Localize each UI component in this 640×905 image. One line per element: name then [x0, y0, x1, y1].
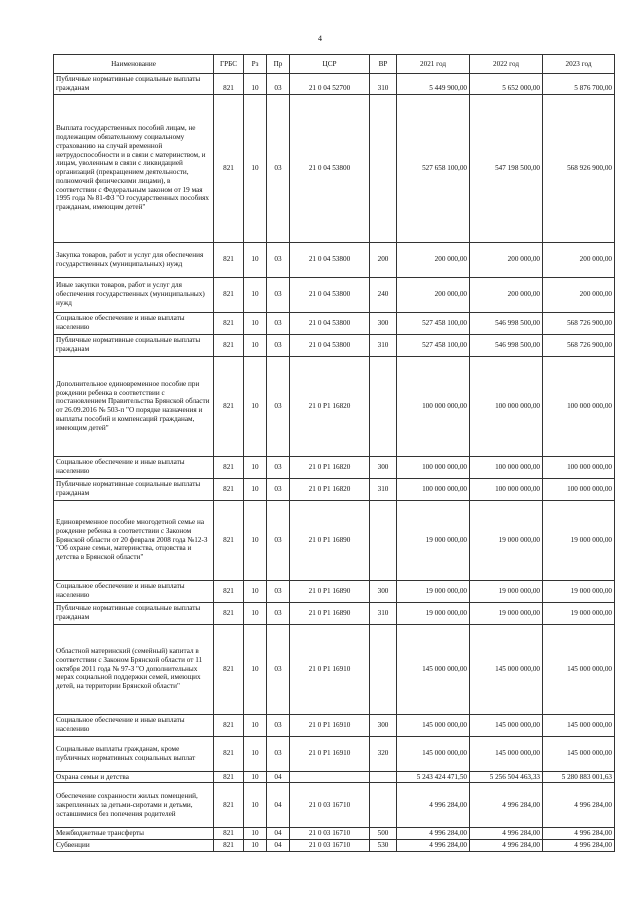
cell-csr: 21 0 04 52700 — [290, 74, 370, 95]
cell-csr: 21 0 P1 16820 — [290, 456, 370, 478]
cell-rz: 10 — [244, 356, 267, 456]
cell-csr: 21 0 P1 16820 — [290, 478, 370, 500]
cell-2022: 19 000 000,00 — [470, 500, 543, 580]
header-grbs: ГРБС — [214, 55, 244, 74]
cell-2022: 4 996 284,00 — [470, 828, 543, 840]
table-row — [54, 456, 615, 478]
cell-2023: 5 876 700,00 — [543, 74, 615, 95]
cell-pr: 03 — [267, 356, 290, 456]
cell-pr: 03 — [267, 456, 290, 478]
cell-grbs: 821 — [214, 828, 244, 840]
cell-2021: 100 000 000,00 — [397, 456, 470, 478]
cell-pr: 04 — [267, 783, 290, 828]
cell-2022: 4 996 284,00 — [470, 783, 543, 828]
cell-pr: 04 — [267, 828, 290, 840]
cell-grbs: 821 — [214, 624, 244, 714]
cell-csr — [290, 771, 370, 783]
cell-vr — [370, 771, 397, 783]
cell-vr: 530 — [370, 840, 397, 852]
header-2021: 2021 год — [397, 55, 470, 74]
cell-2021: 527 458 100,00 — [397, 312, 470, 334]
cell-2023: 568 726 900,00 — [543, 312, 615, 334]
table-row — [54, 580, 615, 602]
cell-2021: 145 000 000,00 — [397, 714, 470, 736]
cell-grbs: 821 — [214, 312, 244, 334]
cell-name: Социальное обеспечение и иные выплаты населению — [54, 456, 214, 478]
cell-rz: 10 — [244, 840, 267, 852]
table-row — [54, 94, 615, 242]
cell-2022: 145 000 000,00 — [470, 714, 543, 736]
cell-2021: 4 996 284,00 — [397, 828, 470, 840]
table-row — [54, 277, 615, 312]
cell-csr: 21 0 04 53800 — [290, 277, 370, 312]
cell-vr — [370, 624, 397, 714]
cell-2022: 19 000 000,00 — [470, 602, 543, 624]
cell-2021: 527 658 100,00 — [397, 94, 470, 242]
cell-2022: 100 000 000,00 — [470, 356, 543, 456]
cell-rz: 10 — [244, 478, 267, 500]
cell-2021: 100 000 000,00 — [397, 478, 470, 500]
cell-name: Публичные нормативные социальные выплаты гражданам — [54, 334, 214, 356]
cell-2023: 100 000 000,00 — [543, 456, 615, 478]
cell-rz: 10 — [244, 771, 267, 783]
cell-2022: 546 998 500,00 — [470, 334, 543, 356]
cell-2023: 100 000 000,00 — [543, 356, 615, 456]
cell-csr: 21 0 P1 16910 — [290, 736, 370, 771]
cell-vr: 310 — [370, 74, 397, 95]
cell-csr: 21 0 P1 16910 — [290, 714, 370, 736]
table-row — [54, 783, 615, 828]
cell-2022: 100 000 000,00 — [470, 456, 543, 478]
cell-2022: 145 000 000,00 — [470, 624, 543, 714]
cell-name: Закупка товаров, работ и услуг для обеспечения государственных (муниципальных) нужд — [54, 242, 214, 277]
cell-name: Публичные нормативные социальные выплаты гражданам — [54, 478, 214, 500]
header-name: Наименование — [54, 55, 214, 74]
cell-grbs: 821 — [214, 478, 244, 500]
cell-rz: 10 — [244, 602, 267, 624]
cell-vr — [370, 94, 397, 242]
table-row — [54, 500, 615, 580]
cell-rz: 10 — [244, 334, 267, 356]
cell-name: Единовременное пособие многодетной семье на рождение ребенка в соответствии с Законом Брянской области от 20 февраля 2008 года №12-З "Об охране семьи, материнства, отцовства и детства в Брянской области" — [54, 500, 214, 580]
cell-2021: 5 243 424 471,50 — [397, 771, 470, 783]
cell-2021: 19 000 000,00 — [397, 500, 470, 580]
cell-rz: 10 — [244, 242, 267, 277]
cell-vr: 310 — [370, 478, 397, 500]
table-row — [54, 478, 615, 500]
cell-pr: 03 — [267, 334, 290, 356]
cell-pr: 03 — [267, 624, 290, 714]
cell-csr: 21 0 P1 16820 — [290, 356, 370, 456]
cell-vr — [370, 783, 397, 828]
cell-rz: 10 — [244, 74, 267, 95]
table-row — [54, 334, 615, 356]
table-body — [54, 74, 615, 852]
cell-name: Иные закупки товаров, работ и услуг для обеспечения государственных (муниципальных) нужд — [54, 277, 214, 312]
cell-vr: 300 — [370, 580, 397, 602]
cell-2023: 145 000 000,00 — [543, 736, 615, 771]
table-row — [54, 312, 615, 334]
cell-2022: 19 000 000,00 — [470, 580, 543, 602]
cell-2023: 568 926 900,00 — [543, 94, 615, 242]
cell-name: Охрана семьи и детства — [54, 771, 214, 783]
cell-name: Социальные выплаты гражданам, кроме публичных нормативных социальных выплат — [54, 736, 214, 771]
cell-rz: 10 — [244, 312, 267, 334]
cell-2022: 546 998 500,00 — [470, 312, 543, 334]
cell-pr: 03 — [267, 478, 290, 500]
table-row — [54, 828, 615, 840]
cell-pr: 03 — [267, 580, 290, 602]
cell-csr: 21 0 04 53800 — [290, 334, 370, 356]
cell-2022: 200 000,00 — [470, 277, 543, 312]
cell-grbs: 821 — [214, 736, 244, 771]
cell-vr — [370, 356, 397, 456]
cell-pr: 03 — [267, 736, 290, 771]
cell-rz: 10 — [244, 500, 267, 580]
budget-table — [53, 54, 615, 852]
cell-name: Обеспечение сохранности жилых помещений, закрепленных за детьми-сиротами и детьми, оставшимися без попечения родителей — [54, 783, 214, 828]
cell-grbs: 821 — [214, 277, 244, 312]
cell-name: Социальное обеспечение и иные выплаты населению — [54, 312, 214, 334]
cell-rz: 10 — [244, 580, 267, 602]
cell-vr: 300 — [370, 312, 397, 334]
cell-pr: 04 — [267, 771, 290, 783]
cell-pr: 03 — [267, 74, 290, 95]
cell-2023: 19 000 000,00 — [543, 602, 615, 624]
cell-vr: 300 — [370, 714, 397, 736]
header-2022: 2022 год — [470, 55, 543, 74]
table-row — [54, 74, 615, 95]
cell-2023: 200 000,00 — [543, 277, 615, 312]
cell-name: Выплата государственных пособий лицам, не подлежащим обязательному социальному страхованию на случай временной нетрудоспособности и в связи с материнством, и лицам, уволенным в связи с ликвидацией организаций (прекращением деятельности, полномочий физическими лицами), в соответствии с Федеральным законом от 19 мая 1995 года № 81-ФЗ "О государственных пособиях гражданам, имеющим детей" — [54, 94, 214, 242]
table-row — [54, 736, 615, 771]
cell-rz: 10 — [244, 94, 267, 242]
cell-2023: 145 000 000,00 — [543, 624, 615, 714]
cell-csr: 21 0 03 16710 — [290, 783, 370, 828]
cell-pr: 03 — [267, 602, 290, 624]
cell-pr: 03 — [267, 714, 290, 736]
cell-name: Субвенции — [54, 840, 214, 852]
cell-vr: 200 — [370, 242, 397, 277]
cell-2021: 19 000 000,00 — [397, 602, 470, 624]
cell-2023: 4 996 284,00 — [543, 840, 615, 852]
cell-2022: 5 652 000,00 — [470, 74, 543, 95]
cell-vr: 310 — [370, 602, 397, 624]
cell-2022: 100 000 000,00 — [470, 478, 543, 500]
cell-csr: 21 0 P1 16910 — [290, 624, 370, 714]
cell-vr: 500 — [370, 828, 397, 840]
cell-csr: 21 0 P1 16890 — [290, 580, 370, 602]
cell-grbs: 821 — [214, 356, 244, 456]
cell-2023: 145 000 000,00 — [543, 714, 615, 736]
cell-2021: 4 996 284,00 — [397, 783, 470, 828]
cell-pr: 03 — [267, 94, 290, 242]
cell-2023: 200 000,00 — [543, 242, 615, 277]
page-number: 4 — [318, 34, 322, 43]
cell-rz: 10 — [244, 277, 267, 312]
cell-2023: 19 000 000,00 — [543, 580, 615, 602]
header-pr: Пр — [267, 55, 290, 74]
cell-pr: 04 — [267, 840, 290, 852]
cell-2023: 568 726 900,00 — [543, 334, 615, 356]
cell-name: Областной материнский (семейный) капитал в соответствии с Законом Брянской области от 11 октября 2011 года № 97-З "О дополнительных мерах социальной поддержки семей, имеющих детей, на территории Брянской области" — [54, 624, 214, 714]
cell-grbs: 821 — [214, 74, 244, 95]
header-rz: Рз — [244, 55, 267, 74]
cell-name: Социальное обеспечение и иные выплаты населению — [54, 580, 214, 602]
cell-grbs: 821 — [214, 334, 244, 356]
cell-2022: 200 000,00 — [470, 242, 543, 277]
table-row — [54, 602, 615, 624]
cell-vr: 300 — [370, 456, 397, 478]
cell-grbs: 821 — [214, 602, 244, 624]
table-row — [54, 714, 615, 736]
header-vr: ВР — [370, 55, 397, 74]
table-row — [54, 771, 615, 783]
cell-csr: 21 0 03 16710 — [290, 828, 370, 840]
cell-2021: 200 000,00 — [397, 242, 470, 277]
cell-grbs: 821 — [214, 242, 244, 277]
cell-2023: 19 000 000,00 — [543, 500, 615, 580]
cell-grbs: 821 — [214, 771, 244, 783]
header-2023: 2023 год — [543, 55, 615, 74]
cell-2021: 100 000 000,00 — [397, 356, 470, 456]
cell-csr: 21 0 04 53800 — [290, 312, 370, 334]
table-header-row — [54, 55, 615, 74]
cell-name: Межбюджетные трансферты — [54, 828, 214, 840]
cell-grbs: 821 — [214, 714, 244, 736]
cell-vr: 320 — [370, 736, 397, 771]
cell-2023: 5 280 883 001,63 — [543, 771, 615, 783]
cell-2021: 527 458 100,00 — [397, 334, 470, 356]
cell-csr: 21 0 P1 16890 — [290, 500, 370, 580]
cell-2021: 145 000 000,00 — [397, 736, 470, 771]
cell-2021: 145 000 000,00 — [397, 624, 470, 714]
header-csr: ЦСР — [290, 55, 370, 74]
cell-vr: 240 — [370, 277, 397, 312]
cell-csr: 21 0 04 53800 — [290, 94, 370, 242]
cell-grbs: 821 — [214, 456, 244, 478]
cell-2021: 200 000,00 — [397, 277, 470, 312]
cell-rz: 10 — [244, 783, 267, 828]
cell-2022: 5 256 504 463,33 — [470, 771, 543, 783]
cell-grbs: 821 — [214, 580, 244, 602]
cell-pr: 03 — [267, 242, 290, 277]
cell-2022: 145 000 000,00 — [470, 736, 543, 771]
cell-2022: 547 198 500,00 — [470, 94, 543, 242]
cell-2023: 100 000 000,00 — [543, 478, 615, 500]
cell-rz: 10 — [244, 624, 267, 714]
cell-name: Публичные нормативные социальные выплаты гражданам — [54, 602, 214, 624]
cell-grbs: 821 — [214, 94, 244, 242]
table-row — [54, 356, 615, 456]
cell-grbs: 821 — [214, 500, 244, 580]
table-row — [54, 242, 615, 277]
cell-csr: 21 0 04 53800 — [290, 242, 370, 277]
cell-grbs: 821 — [214, 783, 244, 828]
cell-rz: 10 — [244, 736, 267, 771]
cell-pr: 03 — [267, 312, 290, 334]
cell-name: Публичные нормативные социальные выплаты гражданам — [54, 74, 214, 95]
cell-rz: 10 — [244, 456, 267, 478]
cell-name: Социальное обеспечение и иные выплаты населению — [54, 714, 214, 736]
cell-pr: 03 — [267, 500, 290, 580]
cell-2023: 4 996 284,00 — [543, 783, 615, 828]
cell-grbs: 821 — [214, 840, 244, 852]
cell-vr — [370, 500, 397, 580]
table-row — [54, 624, 615, 714]
cell-2021: 4 996 284,00 — [397, 840, 470, 852]
cell-2021: 5 449 900,00 — [397, 74, 470, 95]
cell-2021: 19 000 000,00 — [397, 580, 470, 602]
cell-csr: 21 0 03 16710 — [290, 840, 370, 852]
table-row — [54, 840, 615, 852]
cell-2023: 4 996 284,00 — [543, 828, 615, 840]
cell-rz: 10 — [244, 714, 267, 736]
cell-2022: 4 996 284,00 — [470, 840, 543, 852]
cell-name: Дополнительное единовременное пособие при рождении ребенка в соответствии с постановлением Правительства Брянской области от 26.09.2016 № 503-п "О порядке назначения и выплаты пособий и компенсаций гражданам, имеющим детей" — [54, 356, 214, 456]
cell-rz: 10 — [244, 828, 267, 840]
cell-csr: 21 0 P1 16890 — [290, 602, 370, 624]
cell-vr: 310 — [370, 334, 397, 356]
cell-pr: 03 — [267, 277, 290, 312]
